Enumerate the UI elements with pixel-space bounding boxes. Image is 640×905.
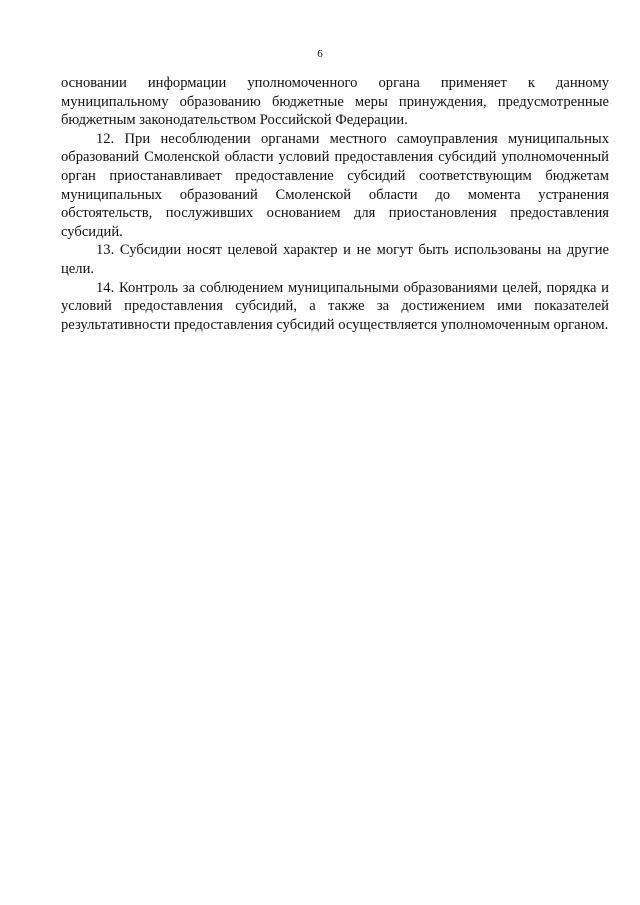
page-number: 6: [317, 48, 323, 60]
paragraph-item-12: 12. При несоблюдении органами местного самоуправления муниципальных образований Смоленской области условий предоставления субсидий уполномоченный орган приостанавливает предоставление субсидий соответствующим бюджетам муниципальных образований Смоленской области до момента устранения обстоятельств, послуживших основанием для приостановления предоставления субсидий.: [61, 130, 609, 240]
paragraph-item-13: 13. Субсидии носят целевой характер и не могут быть использованы на другие цели.: [61, 242, 609, 277]
document-body: [61, 74, 609, 334]
paragraph-continuation: основании информации уполномоченного органа применяет к данному муниципальному образованию бюджетные меры принуждения, предусмотренные бюджетным законодательством Российской Федерации.: [61, 75, 609, 129]
paragraph-item-14: 14. Контроль за соблюдением муниципальными образованиями целей, порядка и условий предоставления субсидий, а также за достижением ими показателей результативности предоставления субсидий осуществляется уполномоченным органом.: [61, 279, 609, 333]
